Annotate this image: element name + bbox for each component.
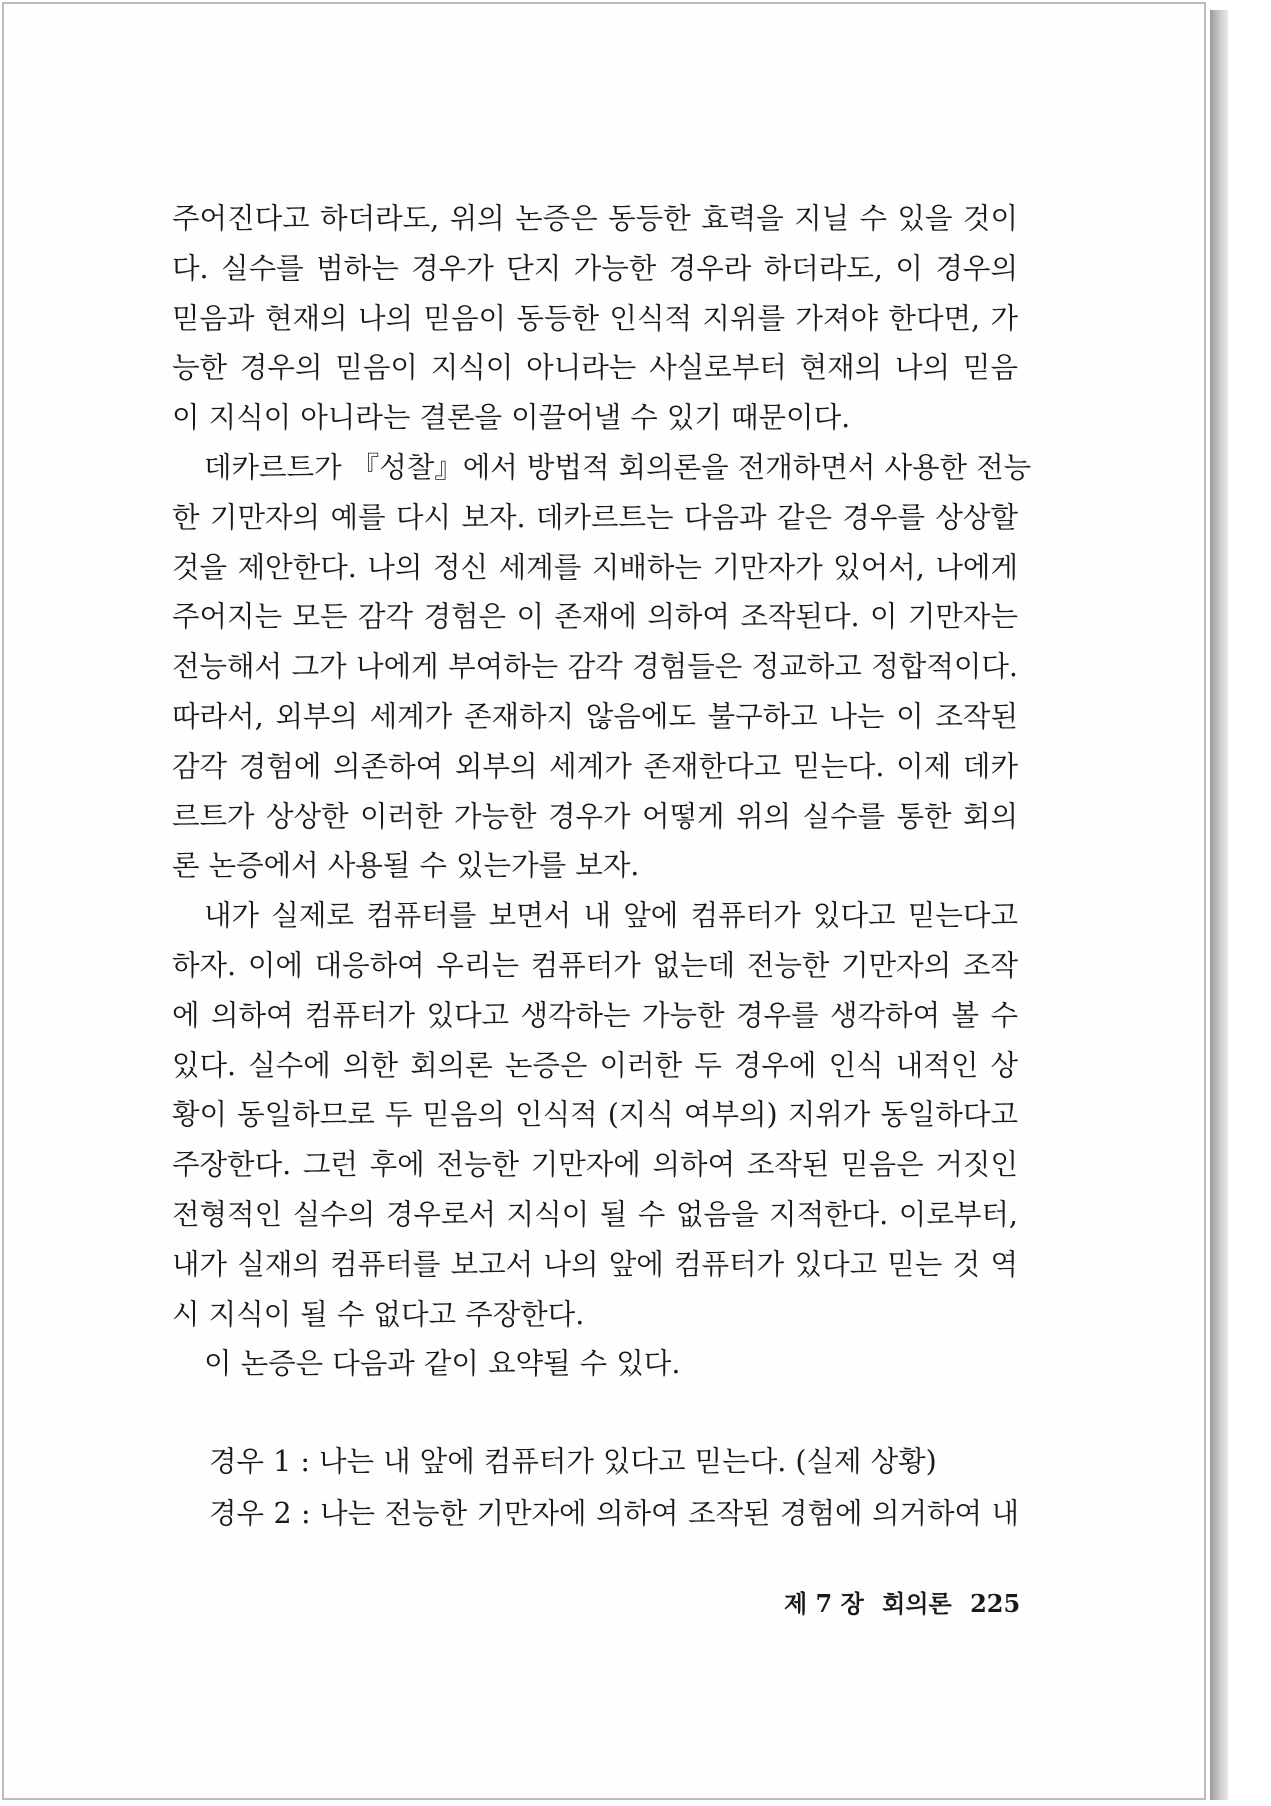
text-line: 내가 실제로 컴퓨터를 보면서 내 앞에 컴퓨터가 있다고 믿는다고	[204, 899, 1018, 933]
text-line: 시 지식이 될 수 없다고 주장한다.	[172, 1297, 585, 1331]
text-line: 전형적인 실수의 경우로서 지식이 될 수 없음을 지적한다. 이로부터,	[172, 1197, 1018, 1231]
body-text	[172, 194, 1032, 1389]
chapter-title: 회의론	[882, 1589, 952, 1618]
case-line: 경우 2 : 나는 전능한 기만자에 의하여 조작된 경험에 의거하여 내	[209, 1497, 1019, 1530]
text-line: 주어진다고 하더라도, 위의 논증은 동등한 효력을 지닐 수 있을 것이	[172, 202, 1018, 235]
chapter-label: 제 7 장	[784, 1589, 864, 1618]
text-line: 하자. 이에 대응하여 우리는 컴퓨터가 없는데 전능한 기만자의 조작	[172, 948, 1018, 982]
text-line: 다. 실수를 범하는 경우가 단지 가능한 경우라 하더라도, 이 경우의	[172, 251, 1018, 285]
text-line: 따라서, 외부의 세계가 존재하지 않음에도 불구하고 나는 이 조작된	[172, 699, 1018, 733]
text-line: 황이 동일하므로 두 믿음의 인식적 (지식 여부의) 지위가 동일하다고	[172, 1098, 1018, 1132]
text-line: 전능해서 그가 나에게 부여하는 감각 경험들은 정교하고 정합적이다.	[172, 650, 1018, 684]
page-number: 225	[970, 1589, 1021, 1618]
text-line: 에 의하여 컴퓨터가 있다고 생각하는 가능한 경우를 생각하여 볼 수	[172, 998, 1018, 1032]
text-line: 이 지식이 아니라는 결론을 이끌어낼 수 있기 때문이다.	[172, 401, 851, 435]
text-line: 한 기만자의 예를 다시 보자. 데카르트는 다음과 같은 경우를 상상할	[172, 500, 1018, 534]
text-line: 이 논증은 다음과 같이 요약될 수 있다.	[204, 1347, 681, 1381]
text-line: 데카르트가 『성찰』에서 방법적 회의론을 전개하면서 사용한 전능	[204, 450, 1032, 484]
text-line: 것을 제안한다. 나의 정신 세계를 지배하는 기만자가 있어서, 나에게	[172, 550, 1018, 584]
book-page	[2, 2, 1206, 1800]
text-line: 내가 실재의 컴퓨터를 보고서 나의 앞에 컴퓨터가 있다고 믿는 것 역	[172, 1247, 1018, 1281]
text-line: 능한 경우의 믿음이 지식이 아니라는 사실로부터 현재의 나의 믿음	[172, 351, 1018, 385]
text-line: 르트가 상상한 이러한 가능한 경우가 어떻게 위의 실수를 통한 회의	[172, 799, 1018, 833]
text-line: 주어지는 모든 감각 경험은 이 존재에 의하여 조작된다. 이 기만자는	[172, 600, 1018, 634]
case-line: 경우 1 : 나는 내 앞에 컴퓨터가 있다고 믿는다. (실제 상황)	[209, 1445, 937, 1478]
text-line: 론 논증에서 사용될 수 있는가를 보자.	[172, 849, 640, 883]
case-list	[209, 1436, 1019, 1540]
text-line: 감각 경험에 의존하여 외부의 세계가 존재한다고 믿는다. 이제 데카	[172, 749, 1018, 783]
text-line: 주장한다. 그런 후에 전능한 기만자에 의하여 조작된 믿음은 거짓인	[172, 1148, 1018, 1182]
page-edge-shadow	[1210, 10, 1228, 1800]
text-line: 있다. 실수에 의한 회의론 논증은 이러한 두 경우에 인식 내적인 상	[172, 1048, 1018, 1082]
page-footer	[784, 1584, 1021, 1619]
text-line: 믿음과 현재의 나의 믿음이 동등한 인식적 지위를 가져야 한다면, 가	[172, 301, 1018, 335]
